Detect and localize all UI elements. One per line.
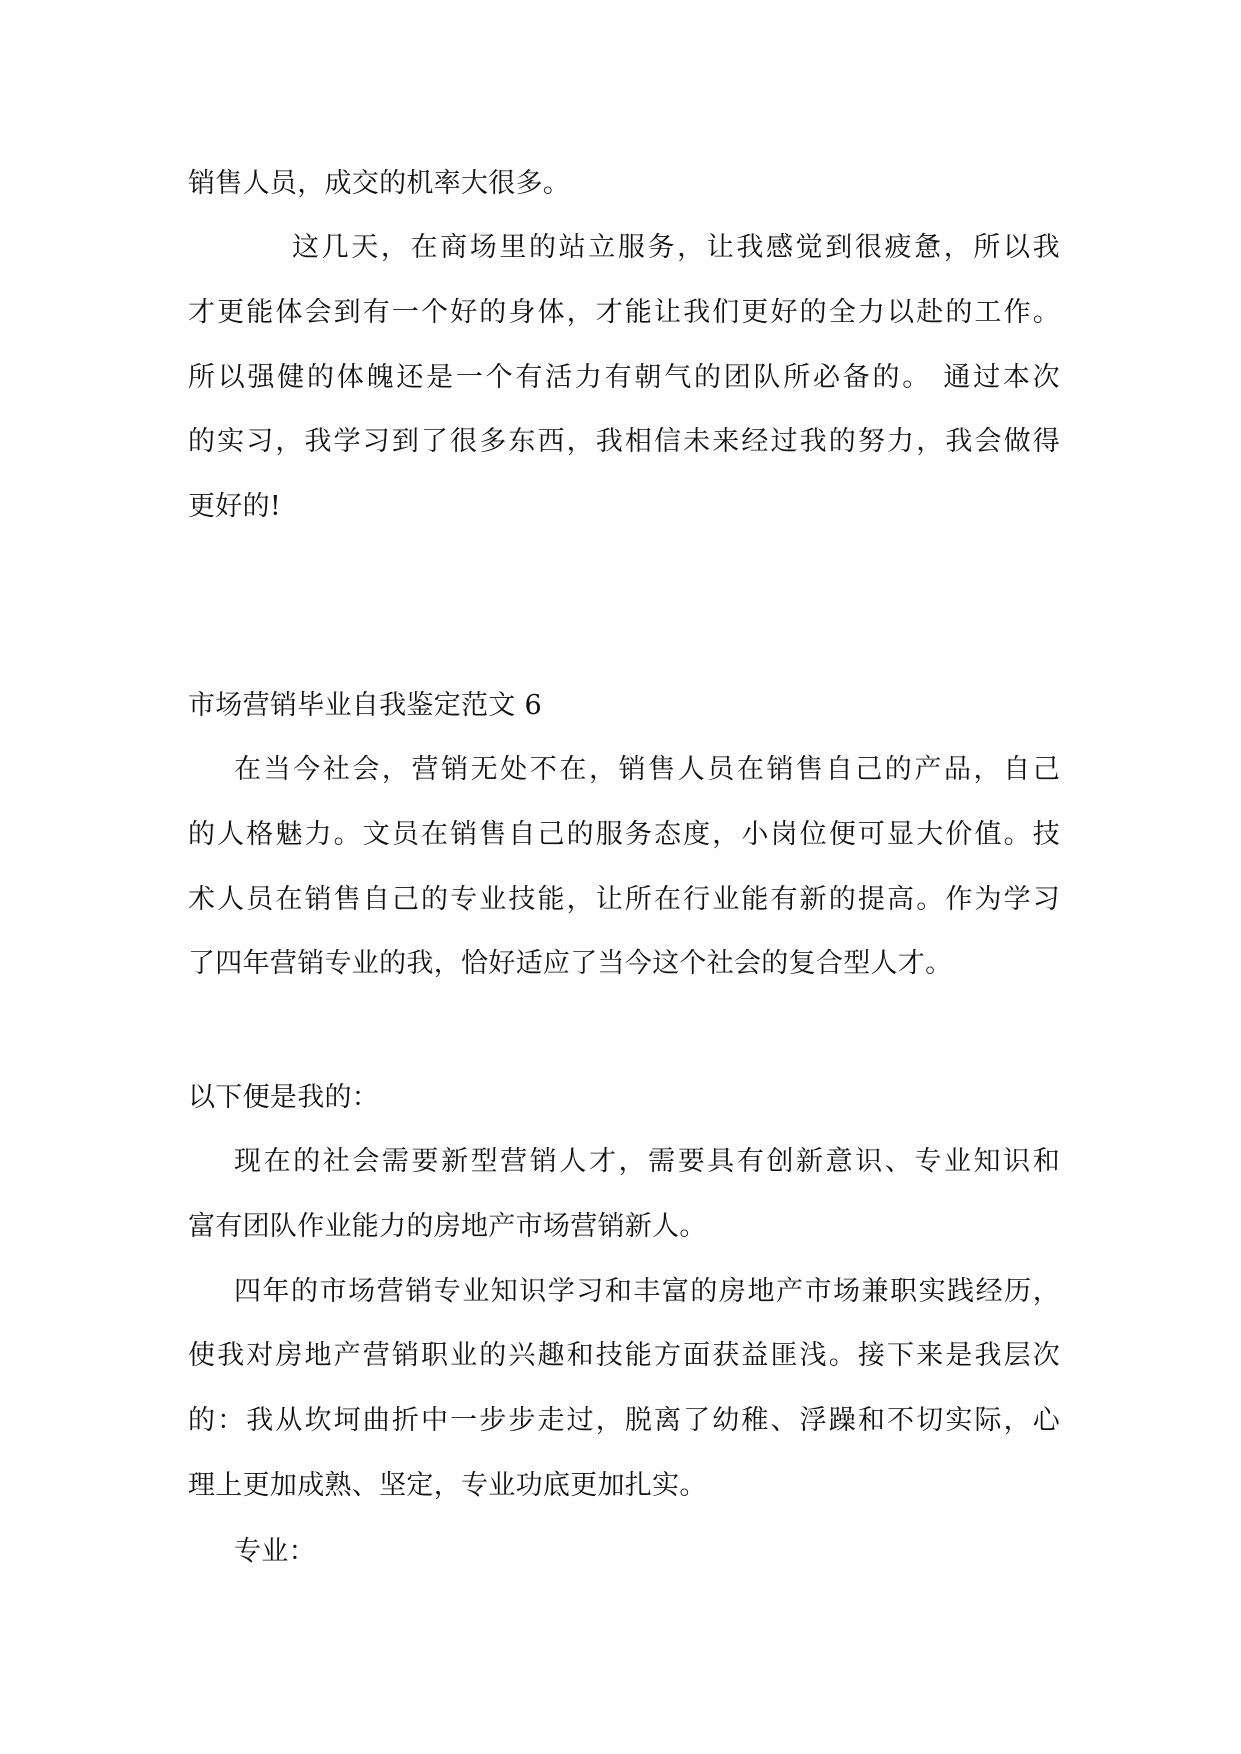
text-line-6: 更好的! [188,491,282,522]
text-line-10: 术人员在销售自己的专业技能，让所在行业能有新的提高。作为学习 [188,884,1060,915]
text-line-17: 的：我从坎坷曲折中一步步走过，脱离了幼稚、浮躁和不切实际，心 [188,1405,1060,1436]
text-line-5: 的实习，我学习到了很多东西，我相信未来经过我的努力，我会做得 [188,426,1060,457]
section-heading: 市场营销毕业自我鉴定范文 6 [188,690,542,721]
text-line-1: 销售人员，成交的机率大很多。 [188,168,571,199]
text-line-15: 四年的市场营销专业知识学习和丰富的房地产市场兼职实践经历， [234,1276,1060,1307]
text-line-12: 以下便是我的： [188,1082,380,1113]
text-line-16: 使我对房地产营销职业的兴趣和技能方面获益匪浅。接下来是我层次 [188,1340,1060,1371]
text-line-11: 了四年营销专业的我，恰好适应了当今这个社会的复合型人才。 [188,948,953,979]
text-line-14: 富有团队作业能力的房地产市场营销新人。 [188,1211,707,1242]
text-line-19: 专业： [234,1536,316,1567]
text-line-2: 这几天，在商场里的站立服务，让我感觉到很疲惫，所以我 [292,232,1060,263]
text-line-18: 理上更加成熟、坚定，专业功底更加扎实。 [188,1470,707,1501]
text-line-3: 才更能体会到有一个好的身体，才能让我们更好的全力以赴的工作。 [188,297,1060,328]
text-line-4: 所以强健的体魄还是一个有活力有朝气的团队所必备的。 通过本次 [188,362,1060,393]
text-line-13: 现在的社会需要新型营销人才，需要具有创新意识、专业知识和 [234,1146,1060,1177]
text-line-8: 在当今社会，营销无处不在，销售人员在销售自己的产品，自己 [234,754,1060,785]
text-line-9: 的人格魅力。文员在销售自己的服务态度，小岗位便可显大价值。技 [188,819,1060,850]
